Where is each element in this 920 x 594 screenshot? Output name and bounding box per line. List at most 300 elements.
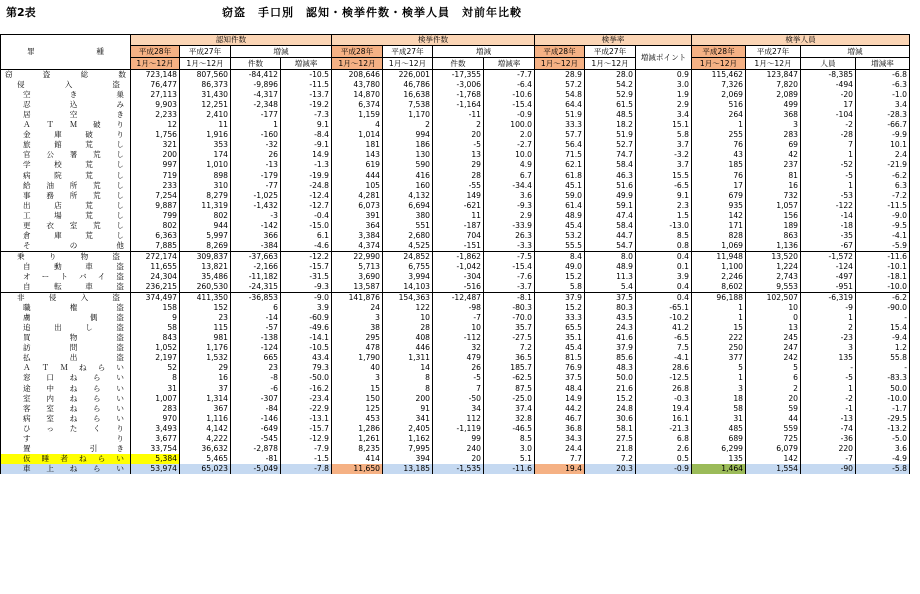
table-cell: -15.7 xyxy=(281,262,332,272)
table-cell: -8,385 xyxy=(801,70,856,81)
table-cell: 43,780 xyxy=(332,80,383,90)
table-cell: -4.1 xyxy=(636,353,692,363)
table-cell: 154,363 xyxy=(383,293,433,304)
table-row xyxy=(1,363,910,373)
table-cell: 970 xyxy=(131,414,180,424)
crime-type-label: 窓 口 ね ら い xyxy=(1,373,131,383)
table-cell: 186 xyxy=(383,140,433,150)
table-cell: 81 xyxy=(746,171,801,181)
table-cell: -1,535 xyxy=(433,464,484,474)
table-cell: -1,862 xyxy=(433,251,484,262)
crime-type-label: 買 物 盗 xyxy=(1,333,131,343)
table-cell: -11 xyxy=(433,110,484,120)
table-cell: 36.8 xyxy=(535,424,585,434)
table-cell: -11,182 xyxy=(231,272,281,282)
table-cell: 33.3 xyxy=(535,120,585,130)
table-cell: 87.5 xyxy=(484,384,535,394)
table-row xyxy=(1,303,910,313)
table-row xyxy=(1,414,910,424)
table-cell: -15.4 xyxy=(484,100,535,110)
table-cell: 981 xyxy=(180,333,231,343)
table-cell: -9 xyxy=(801,303,856,313)
table-cell: 6 xyxy=(231,303,281,313)
table-cell: 3.4 xyxy=(636,110,692,120)
table-cell: 23 xyxy=(180,313,231,323)
table-cell: 59.0 xyxy=(535,191,585,201)
table-cell: 21.6 xyxy=(585,384,636,394)
group-header-clearance-rate: 検挙率 xyxy=(535,35,692,46)
table-cell: 18 xyxy=(692,394,746,404)
period-header: 1月～12月 xyxy=(585,58,636,70)
crime-type-label: 給 油 所 荒 し xyxy=(1,181,131,191)
table-cell: -37,663 xyxy=(231,251,281,262)
table-cell: 8 xyxy=(383,373,433,383)
change-point-header: 増減ポイント xyxy=(636,46,692,70)
crime-type-label: 仮 睡 者 ね ら い xyxy=(1,454,131,464)
table-cell: 2.6 xyxy=(636,444,692,454)
period-header: 1月～12月 xyxy=(131,58,180,70)
table-cell: 3 xyxy=(801,343,856,353)
table-cell: 23 xyxy=(231,363,281,373)
table-cell: 115,462 xyxy=(692,70,746,81)
crime-type-label: 工 場 荒 し xyxy=(1,211,131,221)
table-cell: 245 xyxy=(746,333,801,343)
crime-type-label: 自 転 車 盗 xyxy=(1,282,131,293)
table-cell: 7,326 xyxy=(692,80,746,90)
table-cell: 2,405 xyxy=(383,424,433,434)
table-row xyxy=(1,282,910,293)
table-cell: 374,497 xyxy=(131,293,180,304)
table-row xyxy=(1,80,910,90)
table-cell: -384 xyxy=(231,241,281,252)
table-cell: 135 xyxy=(692,454,746,464)
table-cell: -18 xyxy=(801,221,856,231)
table-cell: 321 xyxy=(131,140,180,150)
table-cell: 4,281 xyxy=(332,191,383,201)
table-cell: 7.7 xyxy=(535,454,585,464)
table-cell: 1,224 xyxy=(746,262,801,272)
table-cell: 48.5 xyxy=(585,110,636,120)
table-cell: 2,089 xyxy=(746,90,801,100)
table-cell: 15.2 xyxy=(535,272,585,282)
table-cell: 24 xyxy=(332,303,383,313)
table-cell: 58.4 xyxy=(585,221,636,231)
period-header: 1月～12月 xyxy=(746,58,801,70)
table-cell: -1.5 xyxy=(281,454,332,464)
table-cell: 516 xyxy=(692,100,746,110)
table-cell: -21.3 xyxy=(636,424,692,434)
table-cell: 31 xyxy=(692,414,746,424)
table-cell: 9 xyxy=(131,313,180,323)
table-row xyxy=(1,181,910,191)
crime-type-label: 病 室 ね ら い xyxy=(1,414,131,424)
crime-type-label: 官 公 署 荒 し xyxy=(1,150,131,160)
table-cell: -6.5 xyxy=(636,181,692,191)
table-row xyxy=(1,293,910,304)
table-cell: 478 xyxy=(332,343,383,353)
table-cell: -5 xyxy=(433,140,484,150)
table-cell: -6,319 xyxy=(801,293,856,304)
table-cell: -53 xyxy=(801,191,856,201)
table-cell: 61.8 xyxy=(535,171,585,181)
table-cell: -9.3 xyxy=(281,282,332,293)
table-cell: -9.3 xyxy=(484,201,535,211)
table-cell: -160 xyxy=(231,130,281,140)
table-cell: -7.8 xyxy=(281,464,332,474)
table-cell: 6,299 xyxy=(692,444,746,454)
table-cell: 9,903 xyxy=(131,100,180,110)
change-header: 増減 xyxy=(801,46,910,58)
table-cell: -11.5 xyxy=(856,201,910,211)
table-row xyxy=(1,353,910,363)
table-cell: -2.7 xyxy=(484,140,535,150)
table-cell: 40 xyxy=(332,363,383,373)
table-cell: 2,197 xyxy=(131,353,180,363)
table-cell: 125 xyxy=(332,404,383,414)
table-cell: 46.3 xyxy=(585,171,636,181)
table-cell: 1,261 xyxy=(332,434,383,444)
table-cell: -4,317 xyxy=(231,90,281,100)
table-cell: -1,572 xyxy=(801,251,856,262)
table-cell: 3 xyxy=(692,384,746,394)
table-cell: 7.2 xyxy=(484,343,535,353)
table-cell: 22,990 xyxy=(332,251,383,262)
table-cell: 48.3 xyxy=(585,363,636,373)
table-cell: 112 xyxy=(433,414,484,424)
table-cell: -29.5 xyxy=(856,414,910,424)
table-cell: 8.0 xyxy=(585,251,636,262)
table-cell: 35.1 xyxy=(535,333,585,343)
table-cell: -7 xyxy=(433,313,484,323)
crime-type-label: 事 務 所 荒 し xyxy=(1,191,131,201)
table-cell: 2.9 xyxy=(636,100,692,110)
table-cell: -6.2 xyxy=(856,171,910,181)
crime-type-label: 更 衣 室 荒 し xyxy=(1,221,131,231)
table-cell: 6,073 xyxy=(332,201,383,211)
table-cell: - xyxy=(856,313,910,323)
table-cell: 6.3 xyxy=(856,181,910,191)
table-cell: 11,650 xyxy=(332,464,383,474)
table-cell: -12.9 xyxy=(281,434,332,444)
table-cell: -36 xyxy=(801,434,856,444)
table-cell: 96,188 xyxy=(692,293,746,304)
table-cell: 26 xyxy=(231,150,281,160)
table-cell: 54.2 xyxy=(585,80,636,90)
crime-type-header: 罪 種 xyxy=(1,35,131,70)
table-cell: 30.6 xyxy=(585,414,636,424)
table-row xyxy=(1,171,910,181)
table-cell: -15.7 xyxy=(281,424,332,434)
table-cell: 11.3 xyxy=(585,272,636,282)
table-cell: -60.9 xyxy=(281,313,332,323)
table-cell: 13,587 xyxy=(332,282,383,293)
table-cell: -84 xyxy=(231,404,281,414)
table-cell: -55 xyxy=(433,181,484,191)
table-cell: -9.5 xyxy=(856,221,910,231)
table-cell: 49.0 xyxy=(535,262,585,272)
table-cell: -1.3 xyxy=(281,160,332,170)
table-cell: -7.3 xyxy=(281,110,332,120)
table-cell: 14,870 xyxy=(332,90,383,100)
crime-type-label: Ａ Ｔ Ｍ ね ら い xyxy=(1,363,131,373)
table-cell: 283 xyxy=(746,130,801,140)
table-cell: 2.4 xyxy=(856,150,910,160)
table-cell: 3.0 xyxy=(636,80,692,90)
table-cell: 453 xyxy=(332,414,383,424)
stats-table xyxy=(0,34,910,474)
table-cell: 35.7 xyxy=(484,323,535,333)
group-header-recognized: 認知件数 xyxy=(131,35,332,46)
table-cell: 7,885 xyxy=(131,241,180,252)
table-row xyxy=(1,373,910,383)
table-cell: -31.5 xyxy=(281,272,332,282)
table-cell: 17 xyxy=(801,100,856,110)
table-cell: 59.1 xyxy=(585,201,636,211)
table-cell: 0.5 xyxy=(636,454,692,464)
table-cell: 1.2 xyxy=(856,343,910,353)
table-cell: 242 xyxy=(746,353,801,363)
crime-type-label: 侵 入 盗 xyxy=(1,80,131,90)
table-cell: 43.4 xyxy=(281,353,332,363)
table-cell: -11.6 xyxy=(484,464,535,474)
table-cell: -15.4 xyxy=(484,262,535,272)
table-cell: -67 xyxy=(801,241,856,252)
table-cell: 5,713 xyxy=(332,262,383,272)
table-row xyxy=(1,130,910,140)
table-cell: 1,554 xyxy=(746,464,801,474)
table-cell: 141,876 xyxy=(332,293,383,304)
table-cell: -497 xyxy=(801,272,856,282)
table-cell: -50 xyxy=(433,394,484,404)
table-cell: -32 xyxy=(231,140,281,150)
table-cell: 149 xyxy=(433,191,484,201)
table-cell: 689 xyxy=(692,434,746,444)
table-cell: 994 xyxy=(383,130,433,140)
table-cell: 723,148 xyxy=(131,70,180,81)
table-cell: 3 xyxy=(332,373,383,383)
table-cell: 233 xyxy=(131,181,180,191)
table-cell: -13.0 xyxy=(636,221,692,231)
table-cell: -10.5 xyxy=(281,70,332,81)
table-row xyxy=(1,272,910,282)
table-cell: 65.5 xyxy=(535,323,585,333)
crime-type-label: 居 空 き xyxy=(1,110,131,120)
crime-type-label: 置 引 き xyxy=(1,444,131,454)
table-cell: -2,348 xyxy=(231,100,281,110)
table-cell: 619 xyxy=(332,160,383,170)
table-cell: 2 xyxy=(383,120,433,130)
crime-type-label: 金 庫 破 り xyxy=(1,130,131,140)
table-cell: 4,374 xyxy=(332,241,383,252)
table-cell: 8 xyxy=(383,384,433,394)
table-cell: -124 xyxy=(801,262,856,272)
table-cell: 36.5 xyxy=(484,353,535,363)
period-header: 1月～12月 xyxy=(332,58,383,70)
table-cell: -5.9 xyxy=(856,241,910,252)
table-cell: -3.7 xyxy=(484,282,535,293)
table-cell: 18.2 xyxy=(585,120,636,130)
table-cell: 1,311 xyxy=(383,353,433,363)
table-row xyxy=(1,394,910,404)
table-cell: 115 xyxy=(180,323,231,333)
table-cell: 8,269 xyxy=(180,241,231,252)
table-cell: 48.9 xyxy=(535,211,585,221)
table-cell: -3.3 xyxy=(484,241,535,252)
table-cell: 828 xyxy=(692,231,746,241)
crime-type-label: ひ っ た く り xyxy=(1,424,131,434)
table-cell: -545 xyxy=(231,434,281,444)
table-cell: 29 xyxy=(433,160,484,170)
table-cell: 414 xyxy=(332,454,383,464)
crime-type-label: 病 院 荒 し xyxy=(1,171,131,181)
table-cell: 13 xyxy=(433,150,484,160)
table-cell: 11,655 xyxy=(131,262,180,272)
table-cell: 28 xyxy=(433,171,484,181)
table-cell: -19.2 xyxy=(281,100,332,110)
table-cell: 51.9 xyxy=(535,110,585,120)
table-cell: 27.5 xyxy=(585,434,636,444)
table-cell: 19.4 xyxy=(636,404,692,414)
table-cell: 13,185 xyxy=(383,464,433,474)
table-cell: 2 xyxy=(746,384,801,394)
table-cell: 6 xyxy=(746,373,801,383)
table-cell: 260,530 xyxy=(180,282,231,293)
table-cell: -6.8 xyxy=(856,70,910,81)
table-cell: 380 xyxy=(383,211,433,221)
table-cell: 3.0 xyxy=(484,444,535,454)
table-cell: 1 xyxy=(692,313,746,323)
table-cell: 152 xyxy=(180,303,231,313)
table-number: 第2表 xyxy=(6,6,36,19)
table-cell: 1,136 xyxy=(746,241,801,252)
table-cell: 237 xyxy=(746,160,801,170)
table-cell: -4.9 xyxy=(856,454,910,464)
table-cell: -494 xyxy=(801,80,856,90)
table-row xyxy=(1,404,910,414)
table-cell: 4,142 xyxy=(180,424,231,434)
table-row xyxy=(1,221,910,231)
table-cell: 130 xyxy=(383,150,433,160)
table-cell: 3,994 xyxy=(383,272,433,282)
crime-type-label: 職 権 盗 xyxy=(1,303,131,313)
table-cell: 9.1 xyxy=(281,120,332,130)
table-cell: 7.5 xyxy=(636,343,692,353)
table-cell: 43.5 xyxy=(585,313,636,323)
table-cell: 86,373 xyxy=(180,80,231,90)
table-cell: 36,632 xyxy=(180,444,231,454)
table-cell: -1.7 xyxy=(856,404,910,414)
table-cell: 3 xyxy=(746,120,801,130)
table-cell: 85.6 xyxy=(585,353,636,363)
table-cell: -77 xyxy=(231,181,281,191)
table-cell: -2,878 xyxy=(231,444,281,454)
table-row xyxy=(1,384,910,394)
table-cell: 102,507 xyxy=(746,293,801,304)
table-cell: 353 xyxy=(180,140,231,150)
table-row xyxy=(1,191,910,201)
table-cell: 55.5 xyxy=(535,241,585,252)
table-cell: 5,384 xyxy=(131,454,180,464)
table-cell: 34 xyxy=(433,404,484,414)
table-cell: 1,170 xyxy=(383,110,433,120)
table-cell: -5.8 xyxy=(856,464,910,474)
table-cell: -15.0 xyxy=(281,221,332,231)
table-cell: -516 xyxy=(433,282,484,293)
table-cell: 367 xyxy=(180,404,231,414)
table-cell: 15 xyxy=(332,384,383,394)
table-cell: 898 xyxy=(180,171,231,181)
crime-type-label: 追 出 し 盗 xyxy=(1,323,131,333)
table-cell: -1,119 xyxy=(433,424,484,434)
crime-type-label: 学 校 荒 し xyxy=(1,160,131,170)
table-cell: -27.5 xyxy=(484,333,535,343)
table-cell: 6,079 xyxy=(746,444,801,454)
table-row xyxy=(1,444,910,454)
table-cell: 48.9 xyxy=(585,262,636,272)
table-cell: 368 xyxy=(746,110,801,120)
table-cell: -19.9 xyxy=(281,171,332,181)
table-cell: 45.4 xyxy=(535,343,585,353)
table-cell: 4,132 xyxy=(383,191,433,201)
table-cell: 14.9 xyxy=(281,150,332,160)
table-cell: 65,023 xyxy=(180,464,231,474)
crime-type-label: 空 き 巣 xyxy=(1,90,131,100)
table-cell: 16.1 xyxy=(636,414,692,424)
table-cell: 236,215 xyxy=(131,282,180,293)
table-cell: 33.3 xyxy=(535,313,585,323)
table-cell: 5.8 xyxy=(636,130,692,140)
count-header: 件数 xyxy=(231,58,281,70)
table-cell: -28 xyxy=(801,130,856,140)
table-cell: 6,363 xyxy=(131,231,180,241)
table-cell: 13,821 xyxy=(180,262,231,272)
table-cell: 8.5 xyxy=(484,434,535,444)
table-cell: 52 xyxy=(131,363,180,373)
table-cell: 24.3 xyxy=(585,323,636,333)
table-cell: 725 xyxy=(746,434,801,444)
table-cell: -24,315 xyxy=(231,282,281,293)
table-cell: -36,853 xyxy=(231,293,281,304)
table-cell: 58.4 xyxy=(585,160,636,170)
table-cell: 9.1 xyxy=(636,191,692,201)
table-cell: 208,646 xyxy=(332,70,383,81)
table-cell: 123,847 xyxy=(746,70,801,81)
table-cell: 34.3 xyxy=(535,434,585,444)
table-cell: 69 xyxy=(746,140,801,150)
group-header-persons: 検挙人員 xyxy=(692,35,910,46)
crime-type-label: 窃 盗 総 数 xyxy=(1,70,131,81)
year28-header: 平成28年 xyxy=(535,46,585,58)
table-cell: 704 xyxy=(433,231,484,241)
table-cell: -146 xyxy=(231,414,281,424)
table-cell: 16 xyxy=(746,181,801,191)
table-cell: -122 xyxy=(801,201,856,211)
table-cell: -307 xyxy=(231,394,281,404)
table-cell: 2 xyxy=(433,120,484,130)
table-row xyxy=(1,110,910,120)
table-cell: 189 xyxy=(746,221,801,231)
table-cell: 2.0 xyxy=(484,130,535,140)
table-cell: 171 xyxy=(692,221,746,231)
table-cell: -0.4 xyxy=(281,211,332,221)
table-cell: 143 xyxy=(332,150,383,160)
table-cell: -21.9 xyxy=(856,160,910,170)
table-cell: 12 xyxy=(131,120,180,130)
table-cell: 24,304 xyxy=(131,272,180,282)
table-cell: 46,786 xyxy=(383,80,433,90)
table-cell: -66.7 xyxy=(856,120,910,130)
table-cell: 240 xyxy=(433,444,484,454)
